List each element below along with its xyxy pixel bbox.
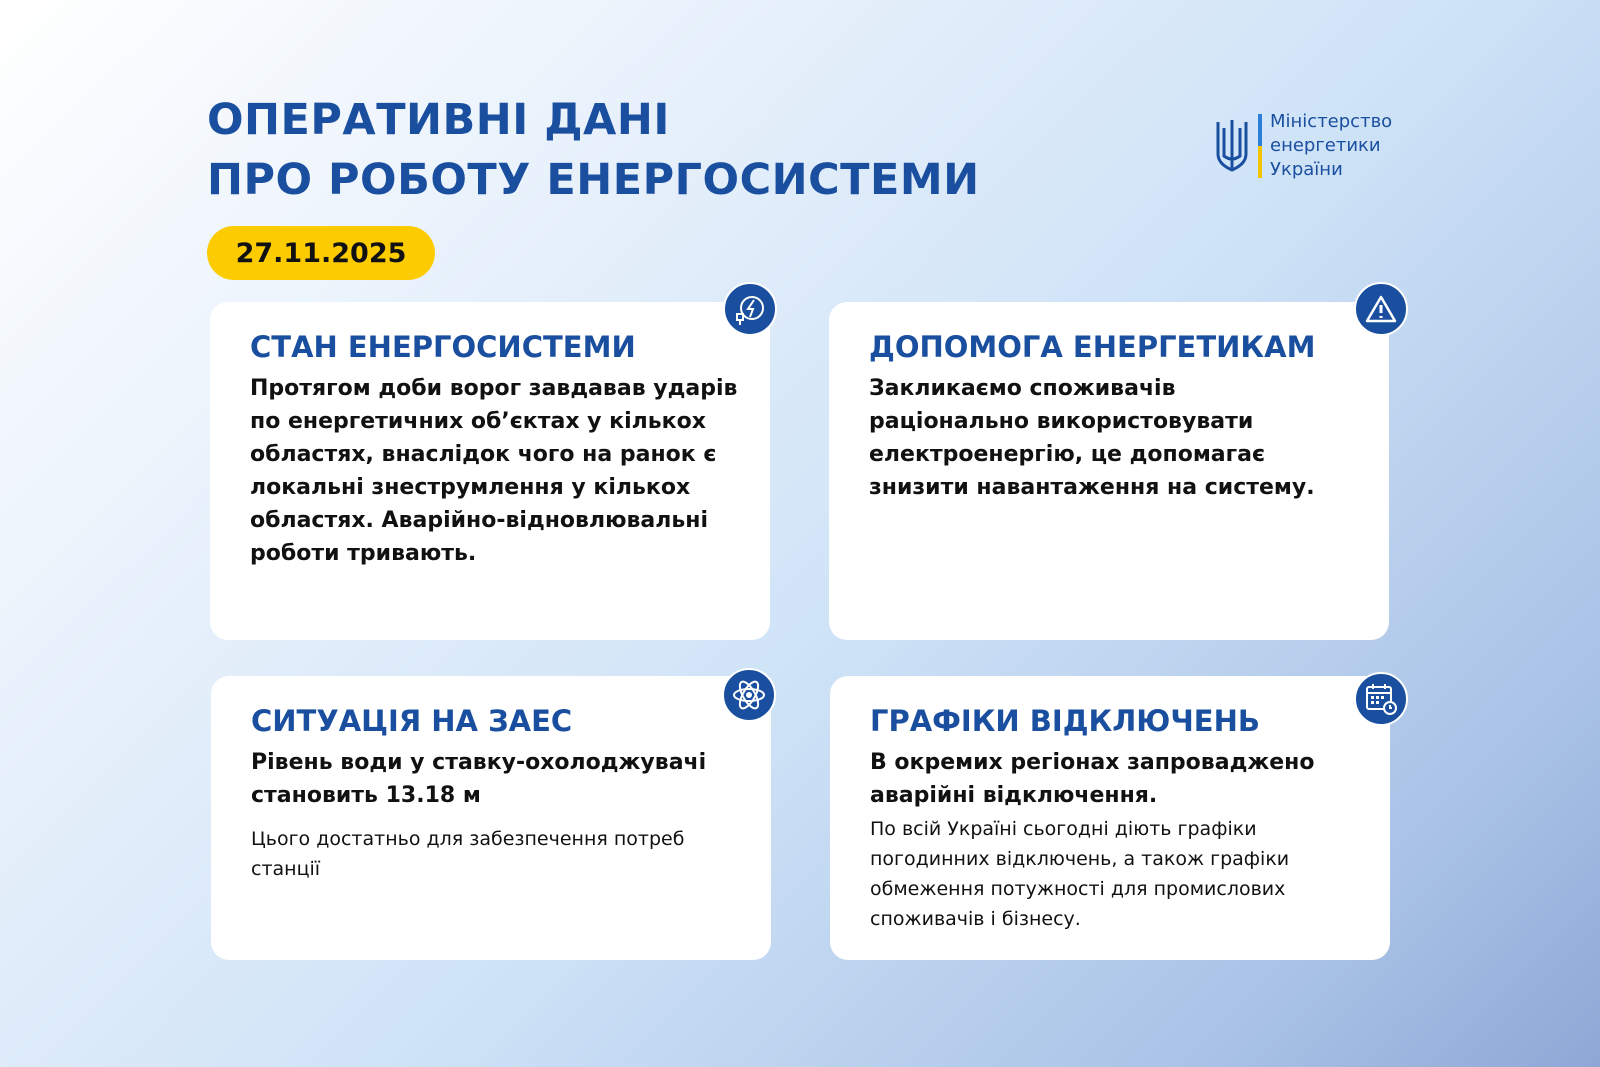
calendar-clock-icon (1354, 672, 1408, 726)
title-line-2: ПРО РОБОТУ ЕНЕРГОСИСТЕМИ (207, 155, 980, 205)
card-text: Протягом доби ворог завдавав ударів по енергетичних об’єктах у кількох областях, внаслідок чого на ранок є локальні знеструмлення у кількох областях. Аварійно-відновлювальні роботи тривають. (250, 376, 738, 566)
card-title: СИТУАЦІЯ НА ЗАЕС (251, 704, 573, 738)
card-title: СТАН ЕНЕРГОСИСТЕМИ (250, 330, 636, 364)
warning-icon (1354, 282, 1408, 336)
plug-lightning-icon (723, 282, 777, 336)
card-grid-status (210, 302, 770, 640)
atom-icon (722, 668, 776, 722)
logo-text-1: Міністерство (1270, 111, 1393, 132)
card-subtext: По всій Україні сьогодні діють графіки погодинних відключень, а також графіки обмеження потужності для промислових споживачів і бізнесу. (870, 818, 1290, 930)
card-subtext: Цього достатньо для забезпечення потреб станції (251, 828, 685, 880)
card-outage-schedules (830, 676, 1390, 960)
card-text: Рівень води у ставку-охолоджувачі становить 13.18 м (251, 750, 707, 808)
date-badge: 27.11.2025 (207, 226, 435, 280)
title-line-1: ОПЕРАТИВНІ ДАНІ (207, 95, 670, 145)
ministry-logo (1214, 110, 1392, 182)
card-title: ГРАФІКИ ВІДКЛЮЧЕНЬ (870, 704, 1260, 738)
flag-bar (1258, 114, 1262, 178)
card-text: В окремих регіонах запроваджено аварійні відключення. (870, 750, 1315, 808)
logo-text-3: України (1270, 159, 1343, 180)
card-zaes (211, 676, 771, 960)
logo-text-2: енергетики (1270, 135, 1381, 156)
card-title: ДОПОМОГА ЕНЕРГЕТИКАМ (869, 330, 1316, 364)
page-title (207, 90, 980, 210)
trident-icon (1214, 118, 1250, 174)
card-energy-help (829, 302, 1389, 640)
card-text: Закликаємо споживачів раціонально використовувати електроенергію, це допомагає знизити навантаження на систему. (869, 376, 1315, 500)
